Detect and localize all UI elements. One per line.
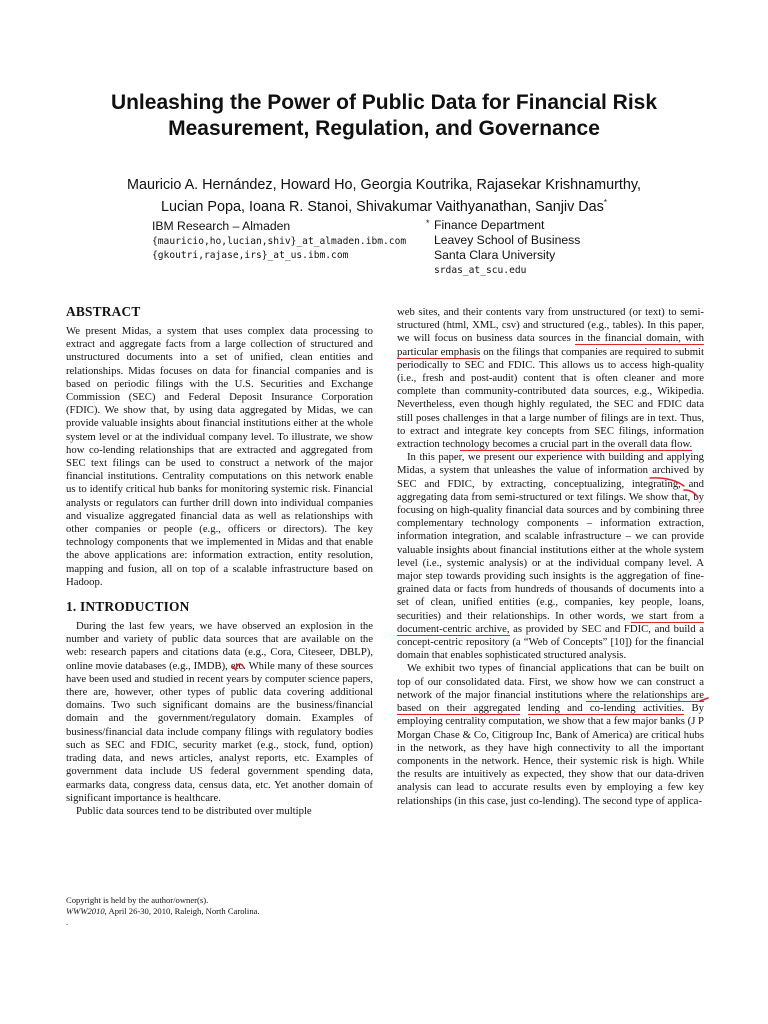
intro-paragraph-1: During the last few years, we have observed an explosion in the number and variety of public data sources that are available on the web: research papers and citations data (e.g., Cora, Citeseer, DBLP), online movie databases (e.g., IMDB), etc. While many of these sources have been used and studied in recent years by computer science papers, there are, however, other types of public data covering additional domains. Two such significant domains are the business/financial domain and the government/regulatory domain. Examples of business/financial data include company filings with regulatory bodies such as SEC and FDIC, security market (e.g., stock, fund, option) trading data, and news articles, analyst reports, etc. Examples of government data include US federal government spending data, earmarks data, congress data, census data, etc. Yet another domain of significant importance is healthcare. bbox=[66, 620, 373, 804]
affiliation-univ: Santa Clara University bbox=[434, 248, 556, 262]
highlight-document-centric: we start from a document-centric archive, bbox=[397, 609, 704, 635]
venue-details: , April 26-30, 2010, Raleigh, North Carolina. bbox=[104, 906, 260, 916]
venue-name: WWW2010 bbox=[66, 906, 105, 916]
affiliation-school: Leavey School of Business bbox=[434, 233, 581, 247]
highlight-financial-domain: in the financial domain, with particular emphasis bbox=[397, 332, 704, 358]
affiliation-org: IBM Research – Almaden bbox=[152, 219, 291, 233]
copyright-line: Copyright is held by the author/owner(s). bbox=[66, 895, 209, 905]
affiliation-email-2: {gkoutri,rajase,irs}_at_us.ibm.com bbox=[152, 250, 349, 261]
affiliation-ibm bbox=[152, 219, 406, 263]
text-run: We exhibit two types of financial applications that can be built on top of our consolidated data. First, we show how we can construct a network of the major financial institutions bbox=[397, 662, 704, 701]
abstract-heading: ABSTRACT bbox=[66, 304, 141, 319]
affiliation-dept: Finance Department bbox=[434, 218, 545, 232]
copyright-footnote bbox=[66, 895, 373, 928]
authors-line-2 bbox=[40, 194, 728, 216]
text-run: In this paper, we present our experience with building and applying Midas, a system that unleashes the value of information archived by SEC and FDIC, by extracting, conceptualizing, integrating, and aggregating data from semi-structured or text filings. We show that, by focusing on high-quality financial data sources and by combining three complementary technology components – information extraction, information integration, and scalable infrastructure – we can provide valuable insights about financial institutions either at the whole system level (i.e., systemic analysis) or at the individual company level. A major step towards providing such insights is the aggregation of fine-grained data or facts from hundreds of thousands of documents into a set of clean, unified entities (e.g., companies, key people, loans, securities) and their relationships. In other words, bbox=[397, 451, 704, 622]
footnote-mark: . bbox=[66, 917, 69, 927]
affiliation-email-1: {mauricio,ho,lucian,shiv}_at_almaden.ibm.com bbox=[152, 236, 407, 247]
right-column bbox=[397, 306, 704, 808]
right-paragraph-1 bbox=[397, 306, 704, 451]
affiliation-santa-clara bbox=[426, 218, 580, 278]
affiliation-star-mark: * bbox=[426, 218, 430, 228]
text-run: on the filings that companies are required to submit periodically to SEC and FDIC. This allows us to access high-quality (i.e., fresh and post-audit) content that is often cleaner and more complete than community-contributed data sources, e.g., Wikipedia. Nevertheless, even though highly regulated, the SEC and FDIC data still poses challenges in that a large number of filings are in text. Thus, to extract and integrate key concepts from SEC filings, information extraction tech bbox=[397, 345, 704, 451]
right-paragraph-3 bbox=[397, 662, 704, 807]
authors-line-1: Mauricio A. Hernández, Howard Ho, Georgia Koutrika, Rajasekar Krishnamurthy, bbox=[126, 177, 642, 193]
affiliation-email: srdas_at_scu.edu bbox=[434, 265, 527, 276]
text-run: web sites, and their contents vary from unstructured (or text) to semi-structured (html, XML, csv) and structured (e.g., tables). In this paper, we will focus on business data sources bbox=[397, 306, 704, 345]
intro-paragraph-2: Public data sources tend to be distributed over multiple bbox=[76, 804, 312, 817]
highlight-relationships: where the relationships are based on their aggregated bbox=[397, 688, 704, 715]
left-column bbox=[66, 304, 373, 818]
highlight-co-lending: lending and co-lending activities. bbox=[527, 702, 685, 715]
abstract-text: We present Midas, a system that uses complex data processing to extract and aggregate facts from a large collection of structured and unstructured documents into a set of unified, clean entities and relationships. Midas focuses on data for financial companies and is based on periodic filings with the U.S. Securities and Exchange Commission (SEC) and Federal Deposit Insurance Corporation (FDIC). We show that, by using data aggregated by Midas, we can provide valuable insights about financial institutions either at the whole system level or at the individual company level. To illustrate, we show how co-lending relationships that are extracted and aggregated from SEC text filings can be used to construct a network of the major financial institutions. Centrality computations on this network enable us to identify critical hub banks for monitoring systemic risk. Financial analysts or regulators can further drill down into individual companies and visualize aggregated financial data as well as relationships with other companies or people (e.g., officers or directors). The key technology components that we implemented in Midas and that enable the above applications are: information extraction, entity resolution, mapping and fusion, all on top of a scalable infrastructure based on Hadoop. bbox=[66, 325, 373, 588]
right-paragraph-2 bbox=[397, 451, 704, 662]
author-star-mark: * bbox=[603, 198, 608, 207]
introduction-heading: 1. INTRODUCTION bbox=[66, 599, 190, 615]
venue-line bbox=[66, 906, 373, 917]
highlight-crucial-part: nology becomes a crucial part in the overall data flow. bbox=[460, 438, 693, 451]
text-run: By employing centrality computation, we show that a few major banks (J P Morgan Chase & Co, Citigroup Inc, Bank of America) are critical hubs in the network, as they have high connectivity to all the important components in the network. Hence, their systemic risk is high. While the results are intuitively as expected, they show that our data-driven analysis can lead to accurate results even by employing a few key relationships (in this case, just co-lending). The second type of applica- bbox=[397, 702, 704, 807]
author-list bbox=[40, 176, 728, 216]
text-run: as provided by SEC and FDIC, and build a concept-centric repository (a “Web of Concepts” [10]) for the financial domain that enables sophisticated structured analysis. bbox=[397, 622, 704, 662]
authors-line-2-text: Lucian Popa, Ioana R. Stanoi, Shivakumar Vaithyanathan, Sanjiv Das bbox=[160, 198, 604, 215]
paper-title: Unleashing the Power of Public Data for Financial Risk Measurement, Regulation, and Governance bbox=[110, 91, 658, 140]
